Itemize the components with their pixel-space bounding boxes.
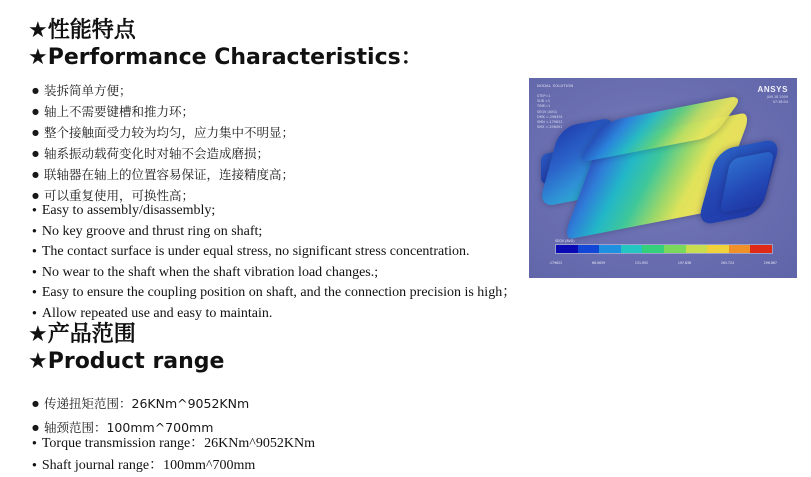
fea-analysis-image: [529, 78, 797, 278]
bullet-icon: ●: [32, 287, 37, 296]
fea-metadata: [537, 94, 563, 130]
list-item-label: Allow repeated use and easy to maintain.: [41, 305, 273, 321]
bullet-icon: ●: [32, 460, 37, 469]
section1-bullets-cn: [32, 80, 294, 206]
fea-meta-line: STEP=1: [537, 94, 551, 98]
list-item-label: 装拆简单方便；: [43, 83, 132, 98]
legend-tick: 131.952: [634, 261, 649, 265]
ansys-logo: ANSYS: [757, 85, 788, 94]
ansys-date: JUN 18 2009: [766, 95, 788, 99]
list-item: [32, 221, 516, 242]
list-item: [32, 454, 315, 476]
ansys-timestamp: [767, 95, 788, 105]
legend-tick: 263.724: [720, 261, 734, 265]
list-item: [32, 303, 516, 324]
list-item-label: Torque transmission range：26KNm^9052KNm: [41, 436, 315, 451]
bullet-icon: ●: [32, 423, 39, 432]
bullet-icon: ●: [32, 86, 39, 95]
section1-heading-cn: ★性能特点: [28, 18, 136, 43]
section1-headings: [28, 18, 423, 72]
list-item-label: 轴系振动载荷变化时对轴不会造成磨损；: [43, 146, 269, 161]
list-item-label: 联轴器在轴上的位置容易保证，连接精度高；: [43, 167, 294, 182]
fea-meta-line: SEQV (AVG): [537, 109, 558, 114]
list-item-label: Easy to ensure the coupling position on shaft, and the connection precision is high；: [41, 285, 517, 300]
bullet-icon: ●: [32, 128, 39, 137]
bullet-icon: ●: [32, 107, 39, 116]
bullet-icon: ●: [32, 246, 37, 255]
section2-headings: [28, 322, 224, 376]
list-item: [32, 392, 249, 416]
fea-legend-labels: [549, 261, 777, 265]
fea-meta-line: SUB =1: [537, 99, 551, 104]
list-item-label: Shaft journal range：100mm^700mm: [41, 458, 256, 473]
list-item-label: 轴颈范围：100mm^700mm: [43, 420, 214, 435]
list-item: [32, 143, 294, 164]
legend-tick: 296.667: [763, 261, 777, 265]
section2-heading-en: ★Product range: [28, 349, 225, 374]
fea-legend-bar: [555, 244, 773, 254]
fea-meta-line: SMX =.298491: [537, 125, 563, 130]
list-item-label: No key groove and thrust ring on shaft;: [41, 223, 263, 239]
section2-heading-cn: ★产品范围: [28, 322, 136, 347]
section1-heading-en: ★Performance Characteristics：: [28, 45, 423, 70]
list-item-label: No wear to the shaft when the shaft vibration load changes.;: [41, 264, 379, 280]
bullet-icon: ●: [32, 149, 39, 158]
bullet-icon: ●: [32, 399, 39, 408]
section2-bullets-en: [32, 432, 315, 476]
ansys-time: 07:38:04: [772, 100, 788, 104]
fea-meta-line: SMN =.179622: [537, 120, 563, 125]
list-item: [32, 80, 294, 101]
bullet-icon: ●: [32, 225, 37, 235]
section1-bullets-en: [32, 200, 516, 323]
fea-title: NODAL SOLUTION: [537, 84, 574, 88]
fea-meta-line: DMX =.298491: [537, 114, 563, 119]
bullet-icon: ●: [32, 170, 39, 179]
list-item-label: 可以重复使用，可换性高；: [43, 188, 194, 203]
list-item: [32, 200, 516, 221]
fea-legend-caption: SEQV (AVG): [555, 239, 575, 243]
list-item-label: 轴上不需要键槽和推力环；: [43, 104, 194, 119]
legend-tick: .179622: [549, 261, 563, 265]
list-item-label: Easy to assembly/disassembly;: [41, 203, 216, 218]
bullet-icon: ●: [32, 191, 39, 200]
list-item: [32, 101, 294, 122]
list-item: [32, 241, 516, 262]
list-item: [32, 282, 516, 303]
bullet-icon: ●: [32, 266, 37, 276]
list-item-label: 整个接触面受力较为均匀，应力集中不明显；: [43, 125, 294, 140]
fea-canvas: [529, 78, 797, 278]
list-item: [32, 164, 294, 185]
bullet-icon: ●: [32, 205, 37, 214]
bullet-icon: ●: [32, 438, 37, 447]
legend-tick: 66.0659: [591, 261, 606, 265]
list-item-label: 传递扭矩范围：26KNm^9052KNm: [43, 396, 250, 411]
list-item: [32, 262, 516, 283]
list-item-label: The contact surface is under equal stress, no significant stress concentration.: [41, 244, 470, 259]
list-item: [32, 122, 294, 143]
bullet-icon: ●: [32, 307, 37, 317]
fea-meta-line: TIME=1: [537, 104, 551, 109]
legend-tick: 197.838: [677, 261, 692, 265]
list-item: [32, 432, 315, 454]
